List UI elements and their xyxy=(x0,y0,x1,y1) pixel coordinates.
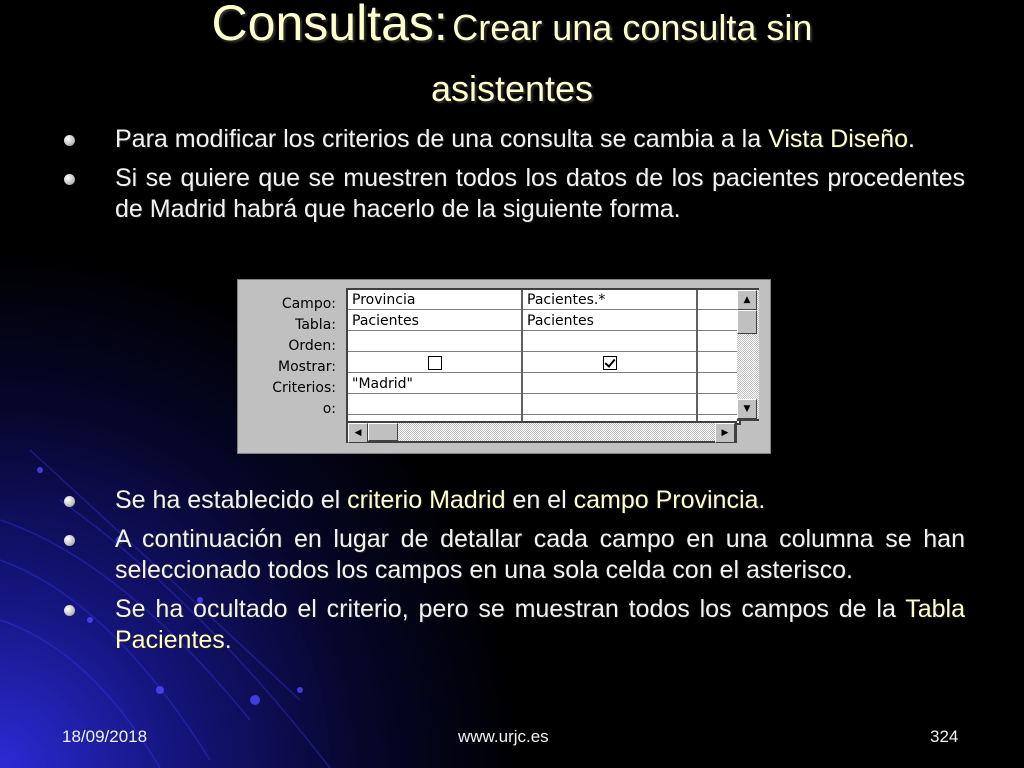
title-sub-continued: asistentes xyxy=(430,68,594,109)
bullet-dot-icon xyxy=(64,605,75,616)
query-column-pacientes-all xyxy=(523,290,696,423)
query-grid-cells xyxy=(346,288,741,425)
scroll-down-icon[interactable]: ▼ xyxy=(737,399,757,419)
bullet-dot-icon xyxy=(64,496,75,507)
bullet-item xyxy=(62,163,965,225)
bullet-item xyxy=(62,524,965,586)
query-design-grid xyxy=(237,279,771,454)
cell-o[interactable] xyxy=(698,395,739,415)
cell-mostrar[interactable] xyxy=(698,353,739,373)
horizontal-scrollbar[interactable] xyxy=(346,421,737,443)
cell-tabla[interactable]: Pacientes xyxy=(523,311,696,331)
scroll-up-icon[interactable]: ▲ xyxy=(737,290,757,310)
footer-url: www.urjc.es xyxy=(458,727,549,746)
bullet-dot-icon xyxy=(64,535,75,546)
bullet-item xyxy=(62,594,965,656)
cell-campo[interactable]: Pacientes.* xyxy=(523,290,696,310)
bullet-highlight: campo Provincia xyxy=(573,486,759,514)
bullet-text: Si se quiere que se muestren todos los datos de los pacientes procedentes de Madrid habrá que hacerlo de la siguiente forma. xyxy=(115,164,965,223)
cell-criterios[interactable] xyxy=(698,374,739,394)
cell-campo[interactable]: Provincia xyxy=(348,290,521,310)
row-label-tabla: Tabla: xyxy=(295,317,336,333)
row-label-campo: Campo: xyxy=(281,296,336,312)
query-row-labels xyxy=(238,294,338,420)
bullet-highlight: Tabla Pacientes xyxy=(115,595,965,654)
row-label-orden: Orden: xyxy=(288,338,336,354)
bullet-text: Para modificar los criterios de una consulta se cambia a la xyxy=(115,125,769,153)
footer-date: 18/09/2018 xyxy=(62,727,148,746)
cell-o[interactable] xyxy=(348,395,521,415)
cell-orden[interactable] xyxy=(523,332,696,352)
cell-criterios[interactable]: "Madrid" xyxy=(348,374,521,394)
mostrar-checkbox-checked[interactable] xyxy=(603,356,617,370)
cell-orden[interactable] xyxy=(698,332,739,352)
bullet-text: Se ha ocultado el criterio, pero se muestran todos los campos de la xyxy=(115,595,906,623)
cell-tabla[interactable]: Pacientes xyxy=(348,311,521,331)
cell-mostrar[interactable] xyxy=(523,353,696,373)
vertical-scrollbar[interactable] xyxy=(737,288,759,421)
bullet-text: . xyxy=(908,125,915,153)
bullet-text: Se ha establecido el xyxy=(115,486,348,514)
bullet-text: . xyxy=(224,626,232,654)
bullet-highlight: Vista Diseño xyxy=(768,125,908,153)
bullet-highlight: criterio Madrid xyxy=(347,486,506,514)
bullet-list-top xyxy=(62,124,965,233)
scroll-right-icon[interactable]: ▶ xyxy=(715,423,735,443)
mostrar-checkbox[interactable] xyxy=(428,356,442,370)
bullet-list-bottom xyxy=(62,485,965,664)
bullet-text: A continuación en lugar de detallar cada campo en una columna se han seleccionado todos los campos en una sola celda con el asterisco. xyxy=(115,525,965,584)
horizontal-scroll-thumb[interactable] xyxy=(368,423,398,441)
bullet-dot-icon xyxy=(64,174,75,185)
title-main: Consultas: xyxy=(211,0,448,51)
cell-criterios[interactable] xyxy=(523,374,696,394)
cell-campo[interactable] xyxy=(698,290,739,310)
query-column-empty xyxy=(698,290,739,423)
bullet-dot-icon xyxy=(64,135,75,146)
cell-orden[interactable] xyxy=(348,332,521,352)
footer-page-number: 324 xyxy=(930,727,959,746)
bullet-item xyxy=(62,124,965,155)
row-label-o: o: xyxy=(322,401,336,417)
scroll-left-icon[interactable]: ◀ xyxy=(348,423,368,443)
cell-mostrar[interactable] xyxy=(348,353,521,373)
vertical-scroll-thumb[interactable] xyxy=(737,310,757,334)
query-column-provincia xyxy=(348,290,521,423)
bullet-text: en el xyxy=(505,486,574,514)
row-label-criterios: Criterios: xyxy=(272,380,336,396)
bullet-text: . xyxy=(758,486,766,514)
row-label-mostrar: Mostrar: xyxy=(278,359,336,375)
cell-o[interactable] xyxy=(523,395,696,415)
cell-tabla[interactable] xyxy=(698,311,739,331)
title-sub: Crear una consulta sin xyxy=(452,7,813,48)
bullet-item xyxy=(62,485,965,516)
